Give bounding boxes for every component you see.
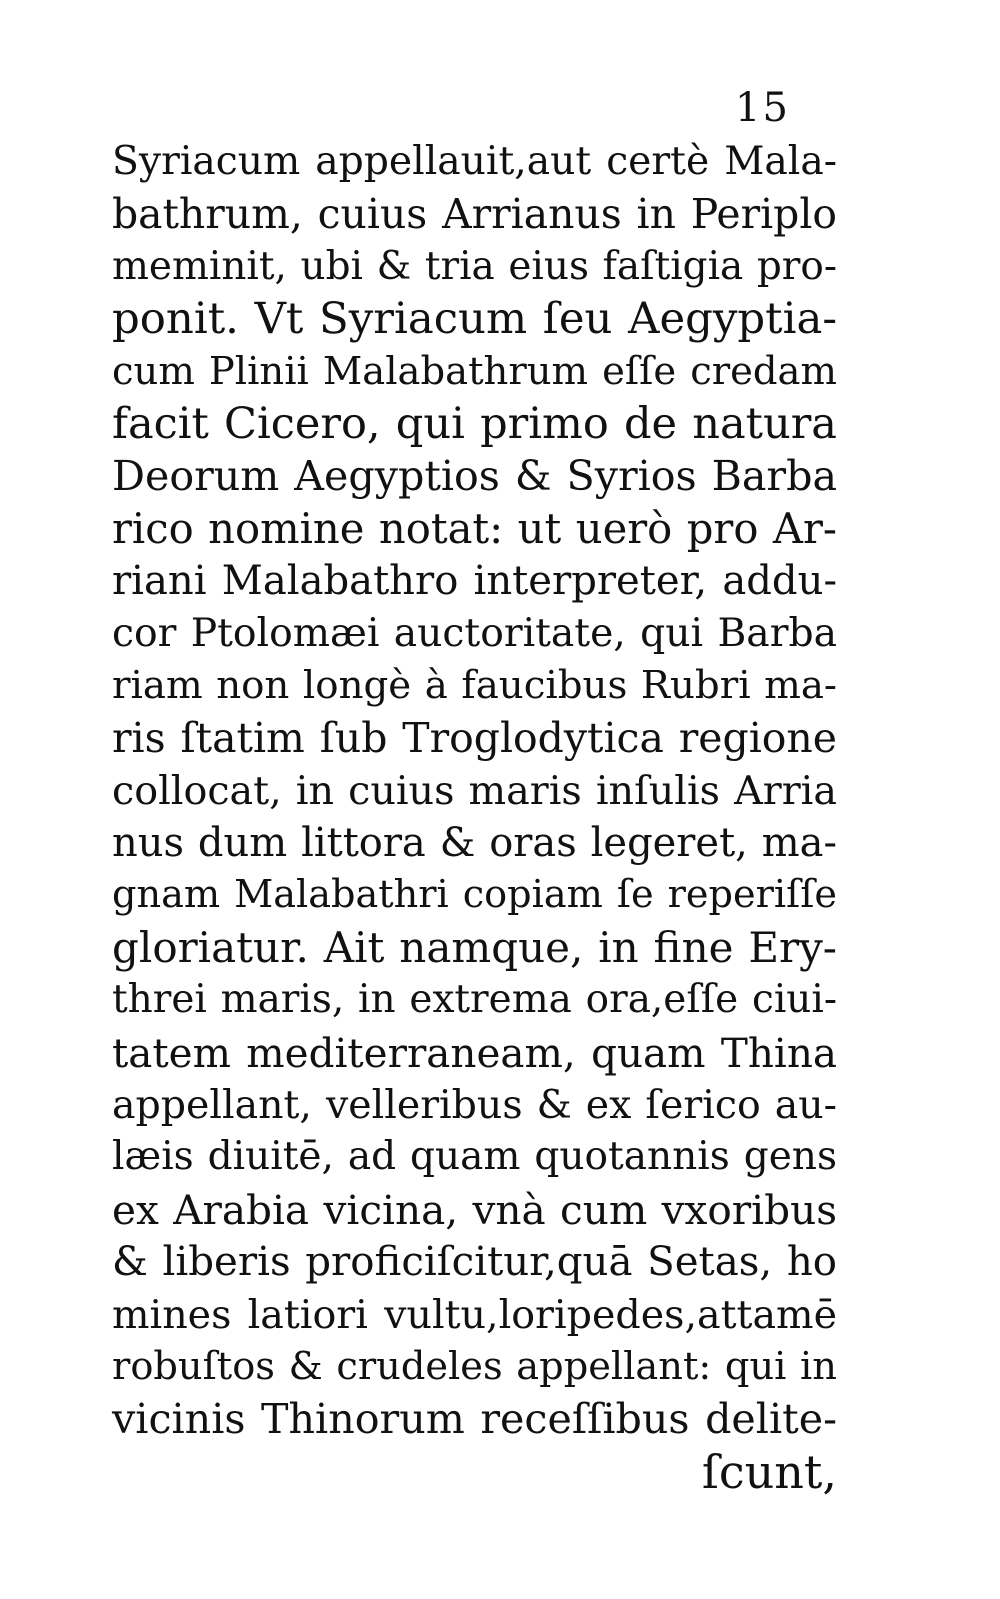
- page-number: 15: [735, 85, 790, 131]
- text-line: Deorum Aegyptios & Syrios Barba: [112, 452, 837, 501]
- text-line: vicinis Thinorum receſſibus delite-: [112, 1395, 837, 1444]
- text-line: collocat, in cuius maris inſulis Arria: [112, 767, 837, 814]
- text-line: cum Plinii Malabathrum eſſe credam: [112, 348, 837, 394]
- text-line: nus dum littora & oras legeret, ma-: [112, 820, 837, 867]
- text-line: facit Cicero, qui primo de natura: [112, 398, 837, 449]
- text-line: riani Malabathro interpreter, addu-: [112, 558, 837, 605]
- text-line: & liberis proficiſcitur,quā Setas, ho: [112, 1239, 837, 1286]
- catchword: ſcunt,: [701, 1444, 837, 1499]
- text-line: ex Arabia vicina, vnà cum vxoribus: [112, 1185, 837, 1234]
- text-line: cor Ptolomæi auctoritate, qui Barba: [112, 610, 837, 656]
- text-line: ponit. Vt Syriacum ſeu Aegyptia-: [112, 294, 837, 345]
- text-line: tatem mediterraneam, quam Thina: [112, 1028, 837, 1077]
- text-line: læis diuitē, ad quam quotannis gens: [112, 1134, 837, 1180]
- text-line: rico nomine notat: ut uerò pro Ar-: [112, 503, 837, 553]
- text-line: bathrum, cuius Arrianus in Periplo: [112, 190, 837, 239]
- text-line: appellant, velleribus & ex ſerico au-: [112, 1082, 837, 1129]
- text-line: mines latiori vultu,loripedes,attamē: [112, 1291, 837, 1338]
- text-line: meminit, ubi & tria eius faſtigia pro-: [112, 243, 837, 289]
- text-line: Syriacum appellauit,aut certè Mala-: [112, 139, 837, 184]
- body-text: [112, 136, 837, 1498]
- text-line: threi maris, in extrema ora,eſſe ciui-: [112, 977, 837, 1023]
- text-line: riam non longè à faucibus Rubri ma-: [112, 662, 837, 708]
- text-line: gnam Malabathri copiam ſe reperiſſe: [112, 873, 837, 918]
- text-line: gloriatur. Ait namque, in fine Ery-: [112, 922, 837, 972]
- text-line: ris ſtatim ſub Troglodytica regione: [112, 714, 837, 763]
- text-line: robuſtos & crudeles appellant: qui in: [112, 1343, 837, 1389]
